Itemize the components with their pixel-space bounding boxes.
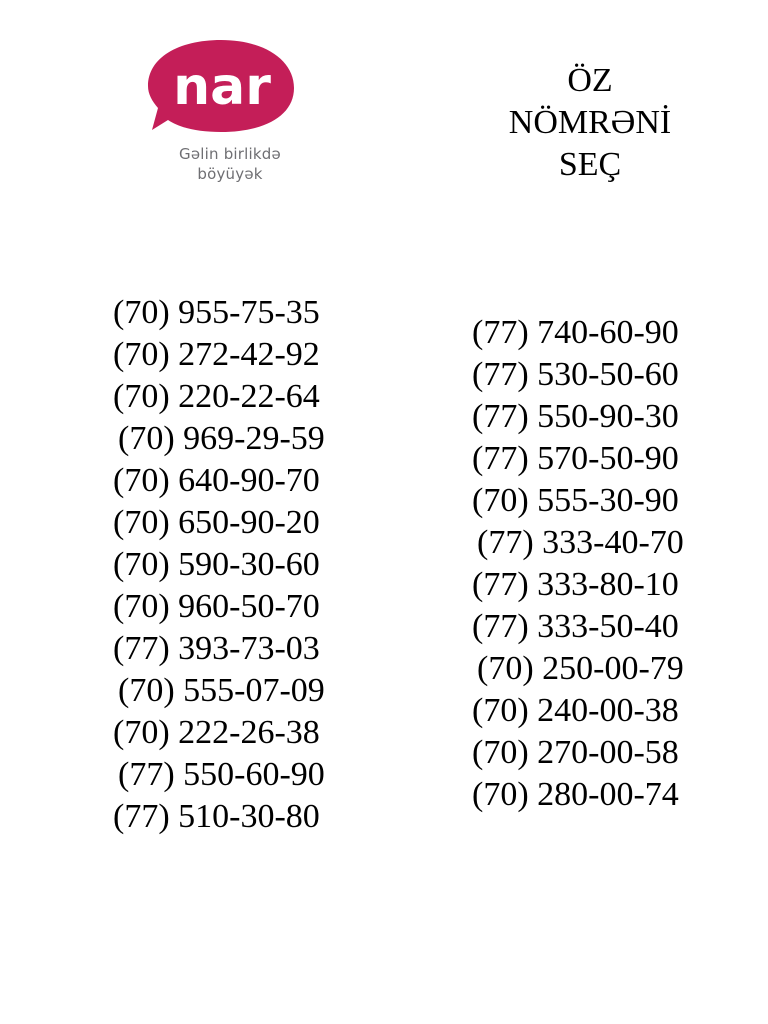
number-list-right	[472, 312, 684, 816]
phone-number: (70) 222-26-38	[113, 714, 320, 751]
phone-number: (70) 960-50-70	[113, 588, 320, 625]
phone-number: (70) 272-42-92	[113, 336, 320, 373]
phone-number: (70) 650-90-20	[113, 504, 320, 541]
phone-number: (70) 969-29-59	[118, 420, 325, 457]
logo-tagline-line2: böyüyək	[197, 165, 263, 183]
phone-number: (77) 570-50-90	[472, 440, 679, 477]
phone-number: (77) 333-40-70	[477, 524, 684, 561]
page-heading	[470, 60, 710, 186]
phone-number: (77) 740-60-90	[472, 314, 679, 351]
phone-number: (70) 220-22-64	[113, 378, 320, 415]
phone-number: (70) 555-07-09	[118, 672, 325, 709]
nar-logo-icon	[146, 36, 296, 136]
phone-number: (77) 550-60-90	[118, 756, 325, 793]
phone-number: (70) 555-30-90	[472, 482, 679, 519]
heading-line1: ÖZ	[567, 62, 613, 99]
number-list-left	[113, 292, 325, 838]
logo-tagline	[140, 144, 320, 184]
phone-number: (70) 240-00-38	[472, 692, 679, 729]
phone-number: (77) 333-80-10	[472, 566, 679, 603]
phone-number: (77) 333-50-40	[472, 608, 679, 645]
logo-tagline-line1: Gəlin birlikdə	[179, 145, 281, 163]
nar-logo-word: nar	[173, 57, 271, 117]
phone-number: (70) 250-00-79	[477, 650, 684, 687]
phone-number: (70) 955-75-35	[113, 294, 320, 331]
phone-number: (77) 510-30-80	[113, 798, 320, 835]
phone-number: (70) 270-00-58	[472, 734, 679, 771]
phone-number: (77) 550-90-30	[472, 398, 679, 435]
phone-number: (70) 280-00-74	[472, 776, 679, 813]
phone-number: (77) 393-73-03	[113, 630, 320, 667]
heading-line3: SEÇ	[558, 146, 622, 183]
phone-number: (70) 640-90-70	[113, 462, 320, 499]
phone-number: (77) 530-50-60	[472, 356, 679, 393]
heading-line2: NÖMRƏNİ	[508, 104, 672, 141]
nar-logo	[140, 36, 320, 196]
phone-number: (70) 590-30-60	[113, 546, 320, 583]
